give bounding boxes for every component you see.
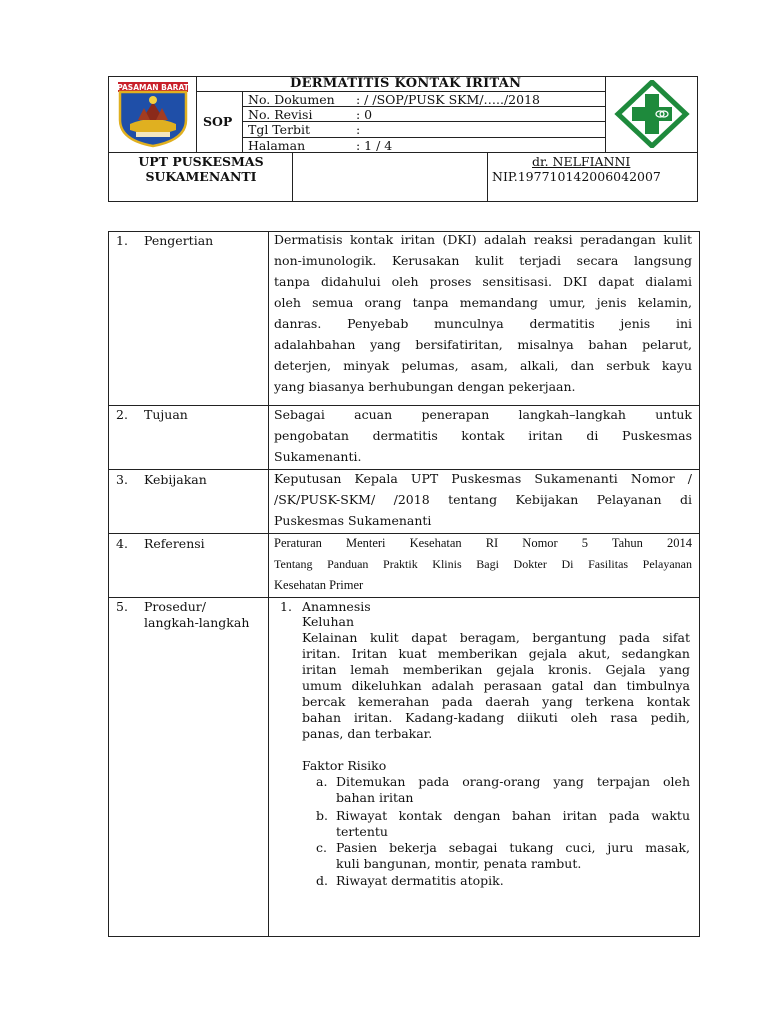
field-value-tgl-terbit: : [356, 122, 361, 137]
keluhan-line: panas, dan terbakar. [302, 726, 433, 741]
section-1-line: oleh semua orang tanpa memandang umur, jenis kelamin, [274, 295, 692, 310]
field-value-halaman: : 1 / 4 [356, 138, 393, 153]
section-5-label-line1: Prosedur/ [144, 599, 206, 614]
keluhan-line: umum dikeluhkan adalah perasaan gatal dan timbulnya [302, 678, 690, 693]
section-1-line: danras. Penyebab munculnya dermatitis jenis ini [274, 316, 692, 331]
section-3-line: Puskesmas Sukamenanti [274, 513, 432, 528]
field-value-no-dokumen: : / /SOP/PUSK SKM/…../2018 [356, 92, 540, 107]
section-1-line: non-imunologik. Kerusakan kulit terjadi secara langsung [274, 253, 692, 268]
section-2-number: 2. [116, 407, 128, 422]
risk-item-line2: bahan iritan [336, 790, 414, 805]
section-1-label: Pengertian [144, 233, 214, 248]
puskesmas-cross-logo [614, 80, 690, 148]
signer-nip: NIP.197710142006042007 [492, 169, 661, 184]
section-2-label: Tujuan [144, 407, 188, 422]
section-1-line: adalahbahan yang bersifatiritan, misalnya bahan pelarut, [274, 337, 692, 352]
risk-item-line1: Ditemukan pada orang-orang yang terpajan oleh [336, 774, 690, 789]
section-1-number: 1. [116, 233, 128, 248]
section-4-line: Peraturan Menteri Kesehatan RI Nomor 5 Tahun 2014 [274, 536, 692, 550]
field-label-halaman: Halaman [248, 138, 306, 153]
field-label-no-revisi: No. Revisi [248, 107, 313, 122]
section-4-line: Tentang Panduan Praktik Klinis Bagi Dokter Di Fasilitas Pelayanan [274, 557, 692, 571]
pasaman-barat-logo [116, 80, 190, 148]
section-2-line: pengobatan dermatitis kontak iritan di Puskesmas [274, 428, 692, 443]
risk-item-line1: Pasien bekerja sebagai tukang cuci, juru masak, [336, 840, 690, 855]
keluhan-line: iritan. Iritan kuat memberikan gejala akut, sedangkan [302, 646, 690, 661]
logo-text: PASAMAN BARAT [117, 83, 189, 92]
procedure-item-number: 1. [280, 599, 292, 614]
document-title: DERMATITIS KONTAK IRITAN [290, 76, 522, 91]
section-5-label-line2: langkah-langkah [144, 615, 250, 630]
risk-item-line2: tertentu [336, 824, 388, 839]
risk-item-line1: Riwayat dermatitis atopik. [336, 873, 504, 888]
section-3-line: /SK/PUSK-SKM/ /2018 tentang Kebijakan Pelayanan di [274, 492, 692, 507]
section-3-label: Kebijakan [144, 472, 207, 487]
risk-item-line2: kuli bangunan, montir, penata rambut. [336, 856, 582, 871]
keluhan-title: Keluhan [302, 614, 355, 629]
keluhan-line: iritan lemah memberikan gejala kronis. Gejala yang [302, 662, 690, 677]
risk-item-letter: a. [316, 774, 328, 789]
signer-name: dr. NELFIANNI [532, 154, 631, 169]
keluhan-line: bercak kemerahan pada daerah yang terkena kontak [302, 694, 690, 709]
keluhan-line: Kelainan kulit dapat beragam, bergantung pada sifat [302, 630, 690, 645]
procedure-item-title: Anamnesis [302, 599, 371, 614]
section-1-line: Dermatisis kontak iritan (DKI) adalah reaksi peradangan kulit [274, 232, 692, 247]
section-3-line: Keputusan Kepala UPT Puskesmas Sukamenanti Nomor / [274, 471, 692, 486]
section-1-line: tanpa didahului oleh proses sensitisasi. DKI dapat dialami [274, 274, 692, 289]
section-4-label: Referensi [144, 536, 205, 551]
section-4-number: 4. [116, 536, 128, 551]
section-2-line: Sebagai acuan penerapan langkah–langkah untuk [274, 407, 692, 422]
field-label-tgl-terbit: Tgl Terbit [248, 122, 311, 137]
section-5-number: 5. [116, 599, 128, 614]
org-name-line1: UPT PUSKESMAS [138, 154, 264, 169]
field-value-no-revisi: : 0 [356, 107, 373, 122]
section-3-number: 3. [116, 472, 128, 487]
keluhan-line: bahan iritan. Kadang-kadang diikuti oleh rasa pedih, [302, 710, 690, 725]
section-1-line: deterjen, minyak pelumas, asam, alkali, dan serbuk kayu [274, 358, 692, 373]
sop-label: SOP [203, 114, 233, 129]
section-2-line: Sukamenanti. [274, 449, 362, 464]
risk-item-letter: b. [316, 808, 328, 823]
risk-item-line1: Riwayat kontak dengan bahan iritan pada waktu [336, 808, 690, 823]
risk-item-letter: d. [316, 873, 328, 888]
section-1-line: yang biasanya berhubungan dengan pekerjaan. [274, 379, 576, 394]
risk-factor-title: Faktor Risiko [302, 758, 387, 773]
section-4-line: Kesehatan Primer [274, 578, 364, 592]
field-label-no-dokumen: No. Dokumen [248, 92, 335, 107]
org-name-line2: SUKAMENANTI [145, 169, 257, 184]
risk-item-letter: c. [316, 840, 327, 855]
